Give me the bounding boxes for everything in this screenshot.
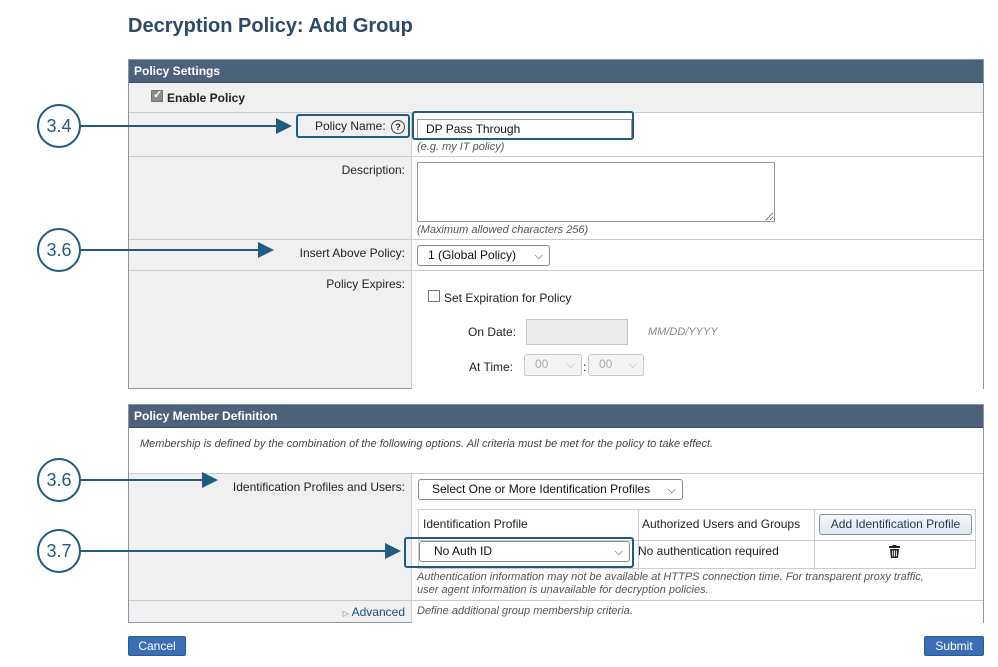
- advanced-label: Advanced: [351, 605, 405, 619]
- callout-3-6-profiles: 3.6: [37, 458, 81, 502]
- hour-value: 00: [535, 357, 549, 371]
- policy-expires-label: Policy Expires:: [326, 277, 405, 291]
- description-label: Description:: [341, 163, 405, 177]
- auth-info-note: Authentication information may not be available at HTTPS connection time. For transparent proxy traffic, user agent information is unavailable for decryption policies.: [417, 571, 924, 596]
- insert-above-selected: 1 (Global Policy): [428, 248, 517, 262]
- submit-button[interactable]: Submit: [924, 636, 984, 656]
- on-date-format-hint: MM/DD/YYYY: [648, 326, 718, 338]
- advanced-description: Define additional group membership criteria.: [417, 605, 633, 617]
- callout-3-6-insert: 3.6: [37, 228, 81, 272]
- authorized-users-value: No authentication required: [638, 544, 779, 558]
- membership-note: Membership is defined by the combination of the following options. All criteria must be met for the policy to take effect.: [140, 438, 714, 450]
- set-expiration-label: Set Expiration for Policy: [444, 291, 572, 305]
- chevron-down-icon: ⌵: [534, 250, 543, 262]
- enable-policy-label: Enable Policy: [167, 91, 246, 105]
- no-auth-id-selected: No Auth ID: [434, 544, 493, 558]
- chevron-down-icon: ⌵: [667, 484, 676, 496]
- chevron-down-icon: ⌵: [628, 359, 637, 371]
- add-identification-profile-button[interactable]: Add Identification Profile: [819, 514, 972, 535]
- insert-above-label: Insert Above Policy:: [299, 246, 405, 260]
- on-date-label: On Date:: [468, 325, 517, 339]
- col-identification-profile: Identification Profile: [423, 517, 528, 531]
- at-time-label: At Time:: [469, 360, 514, 374]
- policy-settings-header: Policy Settings: [129, 60, 983, 83]
- callout-3-4: 3.4: [37, 104, 81, 148]
- callout-3-7: 3.7: [37, 529, 81, 573]
- id-profiles-label: Identification Profiles and Users:: [232, 480, 405, 494]
- chevron-down-icon: ⌵: [614, 546, 623, 558]
- policy-name-hint: (e.g. my IT policy): [417, 141, 505, 153]
- member-definition-header: Policy Member Definition: [129, 405, 983, 428]
- description-hint: (Maximum allowed characters 256): [417, 224, 589, 236]
- id-profiles-selected: Select One or More Identification Profiles: [432, 482, 651, 496]
- minute-value: 00: [599, 357, 613, 371]
- chevron-down-icon: ⌵: [566, 359, 575, 371]
- time-separator: :: [583, 360, 587, 374]
- help-icon[interactable]: ?: [391, 120, 405, 134]
- triangle-right-icon: ▷: [342, 609, 349, 618]
- col-authorized-users: Authorized Users and Groups: [642, 517, 801, 531]
- cancel-button[interactable]: Cancel: [128, 636, 186, 656]
- page-title: Decryption Policy: Add Group: [128, 15, 413, 37]
- policy-name-label-text: Policy Name:: [314, 119, 386, 133]
